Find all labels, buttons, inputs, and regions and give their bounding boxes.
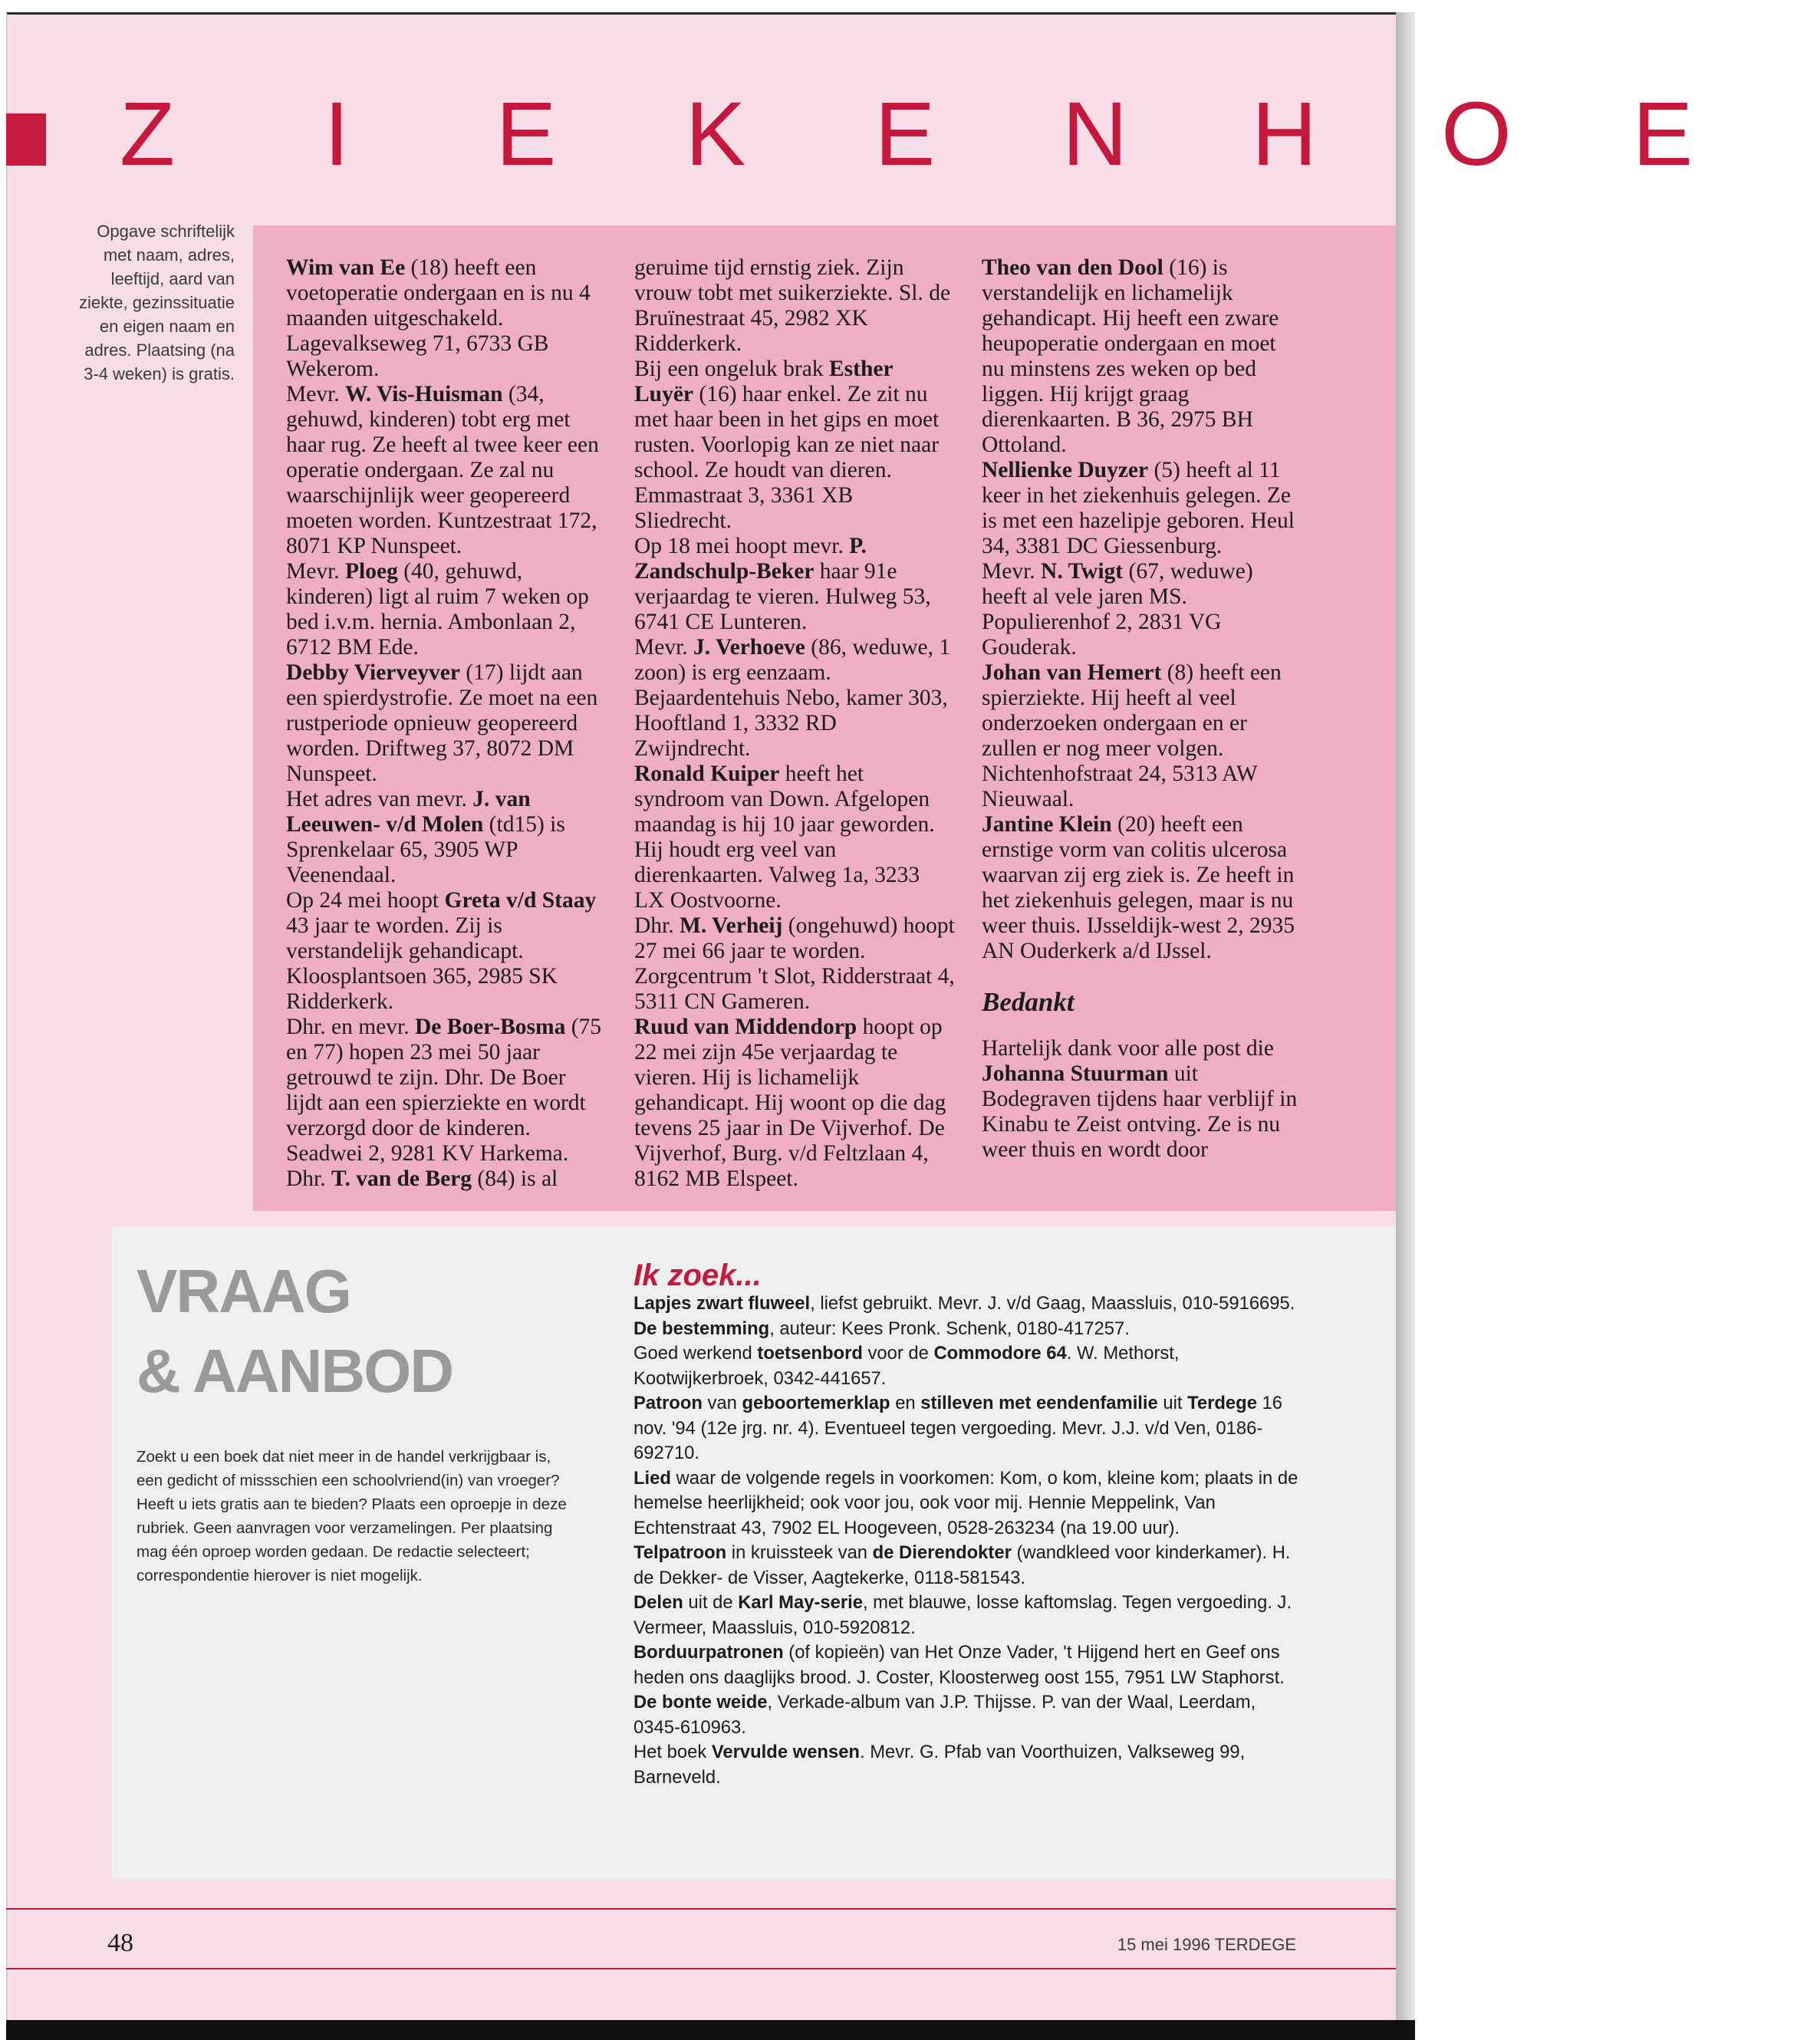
- patient-entry: [634, 357, 955, 534]
- bold-name: Esther Luyër: [634, 357, 894, 406]
- bold-name: Ruud van Middendorp: [634, 1015, 857, 1039]
- bold-name: geboortemerklap: [742, 1393, 890, 1413]
- bold-name: Borduurpatronen: [634, 1642, 784, 1663]
- bold-name: Theo van den Dool: [982, 255, 1163, 280]
- entry-text: heeft het syndroom van Down. Afgelopen maandag is hij 10 jaar geworden. Hij houdt erg veel van dierenkaarten. Valweg 1a, 3233 LX Oostvoorne.: [634, 762, 935, 913]
- title-letter: I: [324, 84, 350, 185]
- entry-text: 43 jaar te worden. Zij is verstandelijk gehandicapt. Kloosplantsoen 365, 2985 SK Ridderkerk.: [286, 913, 558, 1014]
- entry-text: Hartelijk dank voor alle post die: [982, 1036, 1274, 1061]
- entry-text: van: [702, 1393, 742, 1413]
- ik-zoek-heading: Ik zoek...: [634, 1259, 762, 1292]
- entry-text: . W. Methorst, Kootwijkerbroek, 0342-441657.: [634, 1343, 1180, 1389]
- title-letter: N: [1062, 84, 1128, 185]
- title-letter: Z: [119, 84, 176, 185]
- wanted-ad: [634, 1640, 1301, 1690]
- bold-name: Patroon: [634, 1393, 703, 1413]
- patient-entry: [634, 534, 955, 635]
- vraag-aanbod-title-line2: & AANBOD: [137, 1337, 453, 1405]
- entry-text: Bij een ongeluk brak: [634, 357, 829, 381]
- bold-name: De bonte weide: [634, 1692, 768, 1713]
- entry-text: Mevr.: [286, 382, 346, 406]
- entry-text: (wandkleed voor kinderkamer). H. de Dekker- de Visser, Aagtekerke, 0118-581543.: [634, 1542, 1291, 1588]
- title-letter: E: [495, 84, 557, 185]
- patient-entry: [634, 1015, 955, 1192]
- bold-name: P. Zandschulp-Beker: [634, 534, 867, 584]
- vraag-aanbod-intro: Zoekt u een boek dat niet meer in de handel verkrijgbaar is, een gedicht of missschien een schoolvriend(in) van vroeger? Heeft u iets gratis aan te bieden? Plaats een oproepje in deze rubriek. Geen aanvragen voor verzamelingen. Per plaatsing mag één oproep worden gedaan. De redactie selecteert; correspondentie hierover is niet mogelijk.: [137, 1448, 567, 1584]
- scan-edge-shadow: [1396, 12, 1415, 2040]
- entry-text: Op 24 mei hoopt: [286, 888, 445, 913]
- entry-text: in kruissteek van: [726, 1542, 873, 1563]
- entry-text: uit: [1157, 1393, 1188, 1413]
- entry-text: (17) lijdt aan een spierdystrofie. Ze moet na een rustperiode opnieuw geopereerd worden. Driftweg 37, 8072 DM Nunspeet.: [286, 660, 598, 786]
- entry-text: Dhr.: [634, 913, 680, 938]
- ziekenhoek-entries: [982, 255, 1302, 964]
- entry-text: (5) heeft al 11 keer in het ziekenhuis gelegen. Ze is met een hazelipje geboren. Heul 34, 3381 DC Giessenburg.: [982, 458, 1295, 558]
- entry-text: uit de: [683, 1592, 739, 1613]
- entry-text: haar 91e verjaardag te vieren. Hulweg 53, 6741 CE Lunteren.: [634, 559, 931, 634]
- patient-entry: [286, 787, 607, 888]
- wanted-ad: [634, 1591, 1301, 1640]
- bold-name: T. van de Berg: [331, 1166, 472, 1191]
- wanted-ad: [634, 1317, 1301, 1342]
- patient-entry: [982, 812, 1302, 964]
- entry-text: (18) heeft een voetoperatie ondergaan en is nu 4 maanden uitgeschakeld. Lagevalkseweg 71, 6733 GB Wekerom.: [286, 255, 591, 381]
- entry-text: uit Bodegraven tijdens haar verblijf in Kinabu te Zeist ontving. Ze is nu weer thuis en wordt door: [982, 1061, 1298, 1162]
- bold-name: Nellienke Duyzer: [982, 458, 1149, 482]
- title-letter: E: [1632, 84, 1693, 185]
- entry-text: hoopt op 22 mei zijn 45e verjaardag te vieren. Hij is lichamelijk gehandicapt. Hij woont op die dag tevens 25 jaar in De Vijverhof. De Vijverhof, Burg. v/d Feltzlaan 4, 8162 MB Elspeet.: [634, 1015, 946, 1191]
- bedankt-entries: [982, 1036, 1302, 1163]
- bold-name: Jantine Klein: [982, 812, 1112, 837]
- patient-entry: [982, 255, 1302, 458]
- bold-name: Ploeg: [345, 559, 398, 584]
- bold-name: Delen: [634, 1592, 683, 1613]
- entry-text: (td15) is Sprenkelaar 65, 3905 WP Veenendaal.: [286, 812, 565, 887]
- entry-text: (of kopieën) van Het Onze Vader, 't Hijgend hert en Geef ons heden ons daaglijks brood. J. Coster, Kloosterweg oost 155, 7951 LW Staphorst.: [634, 1642, 1285, 1688]
- entry-text: (16) is verstandelijk en lichamelijk gehandicapt. Hij heeft een zware heupoperatie ondergaan en moet nu minstens zes weken op bed liggen. Hij krijgt graag dierenkaarten. B 36, 2975 BH Ottoland.: [982, 255, 1279, 457]
- bold-name: N. Twigt: [1041, 559, 1124, 584]
- entry-text: , liefst gebruikt. Mevr. J. v/d Gaag, Maassluis, 010-5916695.: [810, 1293, 1295, 1314]
- entry-text: waar de volgende regels in voorkomen: Kom, o kom, kleine kom; plaats in de hemelse heerlijkheid; ook voor jou, ook voor mij. Hennie Meppelink, Van Echtenstraat 43, 7902 EL Hoogeveen, 0528-263234 (na 19.00 uur).: [634, 1467, 1298, 1538]
- entry-text: Op 18 mei hoopt mevr.: [634, 534, 850, 558]
- bold-name: Johanna Stuurman: [982, 1061, 1169, 1086]
- entry-text: (75 en 77) hopen 23 mei 50 jaar getrouwd te zijn. Dhr. De Boer lijdt aan een spierziekte en wordt verzorgd door de kinderen. Seadwei 2, 9281 KV Harkema.: [286, 1015, 602, 1166]
- bold-name: Telpatroon: [634, 1542, 727, 1563]
- entry-text: en: [890, 1393, 921, 1413]
- entry-text: Mevr.: [286, 559, 346, 584]
- entry-text: Het adres van mevr.: [286, 787, 473, 811]
- entry-text: . Mevr. G. Pfab van Voorthuizen, Valkseweg 99, Barneveld.: [634, 1742, 1246, 1788]
- patient-entry: [286, 1166, 607, 1192]
- vraag-aanbod-title: [137, 1252, 453, 1411]
- entry-text: 16 nov. '94 (12e jrg. nr. 4). Eventueel tegen vergoeding. Mevr. J.J. v/d Ven, 0186-692710.: [634, 1393, 1283, 1463]
- bold-name: toetsenbord: [757, 1343, 863, 1364]
- bold-name: Commodore 64: [933, 1343, 1067, 1364]
- entry-text: (16) haar enkel. Ze zit nu met haar been in het gips en moet rusten. Voorlopig kan ze niet naar school. Ze houdt van dieren. Emmastraat 3, 3361 XB Sliedrecht.: [634, 382, 940, 533]
- bold-name: J. Verhoeve: [693, 635, 805, 660]
- bedankt-entry: [982, 1036, 1302, 1163]
- footer-rule-top: [6, 1908, 1396, 1910]
- patient-entry: [634, 635, 955, 762]
- patient-entry: [286, 1015, 607, 1166]
- title-letter: O: [1441, 84, 1512, 185]
- entry-text: voor de: [862, 1343, 934, 1364]
- entry-text: Het boek: [634, 1742, 712, 1762]
- bold-name: Vervulde wensen: [711, 1742, 860, 1762]
- entry-text: Dhr.: [286, 1166, 331, 1191]
- bold-name: De Boer-Bosma: [414, 1015, 566, 1039]
- bold-name: Greta v/d Staay: [444, 888, 597, 913]
- submission-note: Opgave schriftelijk met naam, adres, leeftijd, aard van ziekte, gezinssituatie en eigen naam en adres. Plaatsing (na 3-4 weken) is gratis.: [79, 222, 235, 383]
- entry-text: geruime tijd ernstig ziek. Zijn vrouw tobt met suikerziekte. Sl. de Bruïnestraat 45, 2982 XK Ridderkerk.: [634, 255, 951, 356]
- title-letter: K: [685, 84, 746, 185]
- patient-entry: [982, 660, 1302, 812]
- bold-name: Debby Vierveyver: [286, 660, 460, 685]
- section-marker-block: [6, 114, 46, 166]
- patient-entry: [982, 559, 1302, 660]
- wanted-ad: [634, 1740, 1301, 1790]
- entry-text: (84) is al: [472, 1166, 558, 1191]
- bold-name: Wim van Ee: [286, 255, 406, 280]
- entry-text: Mevr.: [982, 559, 1042, 584]
- ziekenhoek-column-2: [634, 255, 955, 1192]
- ziekenhoek-column-1: [286, 255, 607, 1192]
- patient-entry: [286, 559, 607, 660]
- patient-entry: [634, 762, 955, 913]
- bold-name: Ronald Kuiper: [634, 762, 780, 786]
- ziekenhoek-column-3: [982, 255, 1302, 1163]
- wanted-ad: [634, 1541, 1301, 1591]
- bold-name: De bestemming: [634, 1318, 770, 1339]
- entry-text: , met blauwe, losse kaftomslag. Tegen vergoeding. J. Vermeer, Maassluis, 010-5920812.: [634, 1592, 1292, 1638]
- wanted-ad: [634, 1341, 1301, 1391]
- bold-name: M. Verheij: [680, 913, 783, 938]
- entry-text: Goed werkend: [634, 1343, 758, 1364]
- bold-name: Johan van Hemert: [982, 660, 1162, 685]
- wanted-ad: [634, 1466, 1301, 1542]
- page-number: 48: [107, 1929, 133, 1957]
- title-letter: E: [874, 84, 936, 185]
- bedankt-heading: Bedankt: [982, 987, 1075, 1017]
- entry-text: (67, weduwe) heeft al vele jaren MS. Populierenhof 2, 2831 VG Gouderak.: [982, 559, 1253, 660]
- patient-entry: [286, 888, 607, 1015]
- bold-name: Terdege: [1187, 1393, 1257, 1413]
- bold-name: W. Vis-Huisman: [345, 382, 503, 406]
- issue-date: 15 mei 1996 TERDEGE: [1117, 1935, 1296, 1954]
- bold-name: stilleven met eendenfamilie: [920, 1393, 1158, 1413]
- patient-entry: [634, 913, 955, 1015]
- entry-text: Mevr.: [634, 635, 694, 660]
- bold-name: Lapjes zwart fluweel: [634, 1293, 811, 1314]
- entry-text: , auteur: Kees Pronk. Schenk, 0180-417257.: [769, 1318, 1130, 1339]
- title-letter: H: [1252, 84, 1318, 185]
- entry-text: (34, gehuwd, kinderen) tobt erg met haar rug. Ze heeft al twee keer een operatie ondergaan. Ze zal nu waarschijnlijk weer geopereerd moeten worden. Kuntzestraat 172, 8071 KP Nunspeet.: [286, 382, 599, 558]
- patient-entry: [286, 255, 607, 382]
- entry-text: , Verkade-album van J.P. Thijsse. P. van der Waal, Leerdam, 0345-610963.: [634, 1692, 1256, 1738]
- patient-entry: [286, 382, 607, 559]
- entry-text: (8) heeft een spierziekte. Hij heeft al veel onderzoeken ondergaan en er zullen er nog meer volgen. Nichtenhofstraat 24, 5313 AW Nieuwaal.: [982, 660, 1282, 811]
- entry-text: (86, weduwe, 1 zoon) is erg eenzaam. Bejaardentehuis Nebo, kamer 303, Hooftland 1, 3332 RD Zwijndrecht.: [634, 635, 951, 761]
- patient-entry: [286, 660, 607, 787]
- wanted-ad: [634, 1391, 1301, 1466]
- bold-name: de Dierendokter: [872, 1542, 1012, 1563]
- entry-text: Dhr. en mevr.: [286, 1015, 415, 1039]
- wanted-ad: [634, 1291, 1301, 1317]
- entry-text: (40, gehuwd, kinderen) ligt al ruim 7 weken op bed i.v.m. hernia. Ambonlaan 2, 6712 BM Ede.: [286, 559, 589, 660]
- ik-zoek-listings: [634, 1291, 1301, 1790]
- bold-name: J. van Leeuwen- v/d Molen: [286, 787, 531, 837]
- section-title: [115, 84, 1820, 185]
- footer-rule-bottom: [6, 1968, 1396, 1969]
- patient-entry: [982, 458, 1302, 559]
- vraag-aanbod-title-line1: VRAAG: [137, 1257, 351, 1325]
- wanted-ad: [634, 1690, 1301, 1740]
- bold-name: Karl May-serie: [738, 1592, 863, 1613]
- patient-entry: [634, 255, 955, 357]
- scan-bottom-border: [6, 2020, 1415, 2040]
- entry-text: (20) heeft een ernstige vorm van colitis ulcerosa waarvan zij erg ziek is. Ze heeft in het ziekenhuis gelegen, maar is nu weer thuis. IJsseldijk-west 2, 2935 AN Ouderkerk a/d IJssel.: [982, 812, 1295, 963]
- bold-name: Lied: [634, 1467, 671, 1489]
- entry-text: (ongehuwd) hoopt 27 mei 66 jaar te worden. Zorgcentrum 't Slot, Ridderstraat 4, 5311 CN Gameren.: [634, 913, 955, 1014]
